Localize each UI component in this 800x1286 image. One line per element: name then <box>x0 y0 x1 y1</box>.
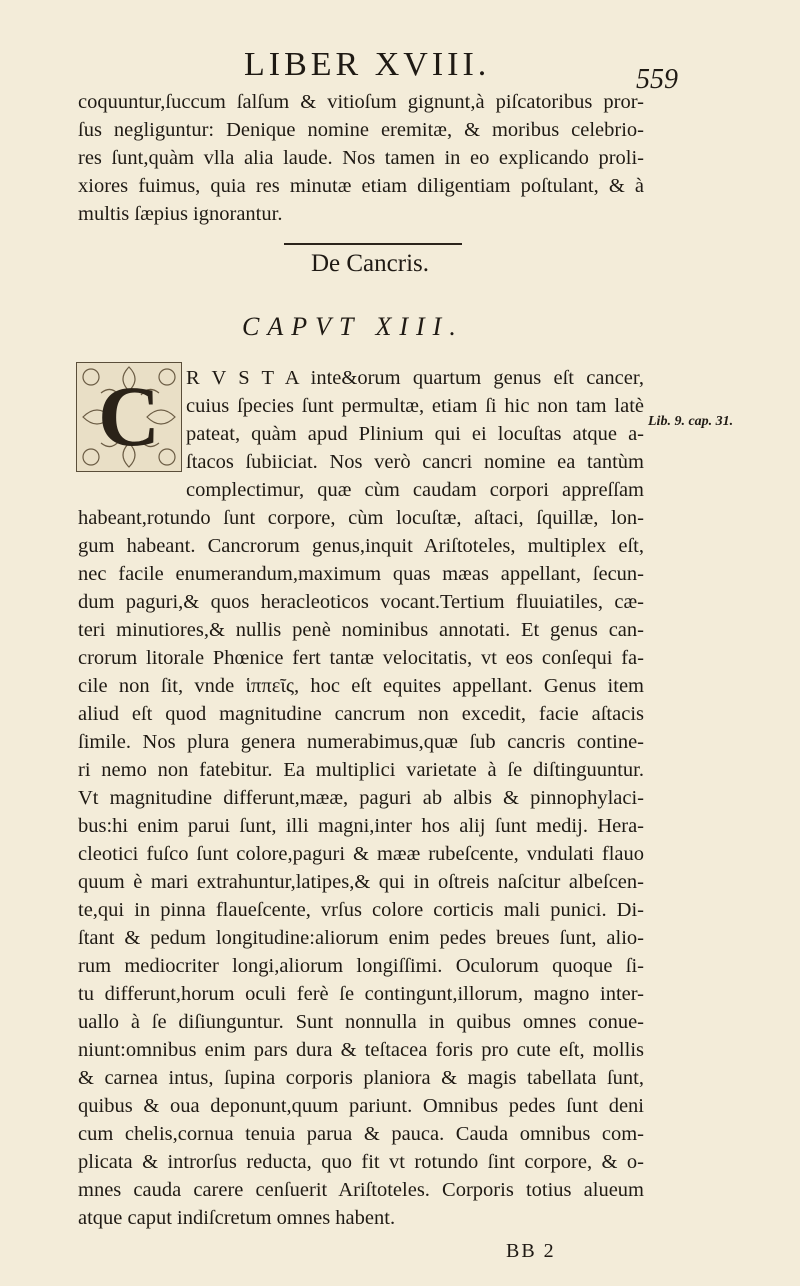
text-line: ſimile. Nos plura genera numerabimus,quæ ſub cancris contine- <box>78 731 644 753</box>
chapter-heading: CAPVT XIII. <box>242 312 464 341</box>
text-line: quum è mari extrahuntur,latipes,& qui in oſtreis naſcitur albeſcen- <box>78 871 644 893</box>
text-line: rum mediocriter longi,aliorum longiſſimi. Oculorum quoque ſi- <box>78 955 644 977</box>
text-line: cile non ſit, vnde ἱππεῖς, hoc eſt equites appellant. Genus item <box>78 675 644 697</box>
text-line: atque caput indiſcretum omnes habent. <box>78 1207 396 1229</box>
text-line: niunt:omnibus enim pars dura & teſtacea foris pro cute eſt, mollis <box>78 1039 644 1061</box>
page-number: 559 <box>636 64 678 95</box>
text-line: complectimur, quæ cùm caudam corpori appreſſam <box>186 479 644 501</box>
section-title: De Cancris. <box>310 250 430 277</box>
text-line: ſtacos ſubiiciat. Nos verò cancri nomine ea tantùm <box>186 451 644 473</box>
text-line: mnes cauda carere cenſuerit Ariſtoteles. Corporis totius alueum <box>78 1179 644 1201</box>
intro-line: ſus negliguntur: Denique nomine eremitæ, & moribus celebrio- <box>78 119 644 141</box>
drop-cap-letter: C <box>97 368 161 464</box>
text-line: pateat, quàm apud Plinium qui ei locuſtas atque a- <box>186 423 644 445</box>
text-line: R V S T A inte&orum quartum genus eſt cancer, <box>186 367 644 389</box>
text-line: Vt magnitudine differunt,mææ, paguri ab albis & pinnophylaci- <box>78 787 644 809</box>
text-line: ſtant & pedum longitudine:aliorum enim pedes breues ſunt, alio- <box>78 927 644 949</box>
text-line: quibus & oua deponunt,quum pariunt. Omnibus pedes ſunt deni <box>78 1095 644 1117</box>
intro-line: xiores fuimus, quia res minutæ etiam diligentiam poſtulant, & à <box>78 175 644 197</box>
text-line: aliud eſt quod magnitudine cancrum non excedit, facie aſtacis <box>78 703 644 725</box>
text-line: habeant,rotundo ſunt corpore, cùm locuſtæ, aſtaci, ſquillæ, lon- <box>78 507 644 529</box>
text-line: cuius ſpecies ſunt permultæ, etiam ſi hic non tam latè <box>186 395 644 417</box>
intro-line: res ſunt,quàm vlla alia laude. Nos tamen in eo explicando proli- <box>78 147 644 169</box>
text-line: cum chelis,cornua tenuia parua & pauca. Cauda omnibus com- <box>78 1123 644 1145</box>
text-line: gum habeant. Cancrorum genus,inquit Ariſtoteles, multiplex eſt, <box>78 535 644 557</box>
page-header <box>0 44 800 94</box>
text-line: nec facile enumerandum,maximum quas mæas appellant, ſecun- <box>78 563 644 585</box>
text-line: uallo à ſe diſiunguntur. Sunt nonnulla in quibus omnes conue- <box>78 1011 644 1033</box>
text-line: bus:hi enim parui ſunt, illi magni,inter hos alij ſunt medij. Hera- <box>78 815 644 837</box>
intro-line: coquuntur,ſuccum ſalſum & vitioſum gignunt,à piſcatoribus pror- <box>78 91 644 113</box>
text-line: crorum litorale Phœnice fert tantæ velocitatis, vt eos conſequi fa- <box>78 647 644 669</box>
text-line: dum paguri,& quos heracleoticos vocant.Tertium fluuiatiles, cæ- <box>78 591 644 613</box>
text-line: cleotici fuſco ſunt colore,paguri & mææ rubeſcente, vndulati flauo <box>78 843 644 865</box>
text-line: te,qui in pinna flaueſcente, vrſus colore corticis mali punici. Di- <box>78 899 644 921</box>
text-line: plicata & introrſus reducta, quo fit vt rotundo ſint corpore, & o- <box>78 1151 644 1173</box>
running-head: LIBER XVIII. <box>244 46 491 83</box>
signature-mark: BB 2 <box>506 1240 556 1262</box>
text-line: tu differunt,horum oculi ferè ſe contingunt,illorum, magno inter- <box>78 983 644 1005</box>
section-divider <box>284 243 462 245</box>
margin-note: Lib. 9. cap. 31. <box>648 414 734 429</box>
ornamental-initial <box>76 362 182 472</box>
text-line: ri nemo non fatebitur. Ea multiplici varietate à ſe diſtinguuntur. <box>78 759 644 781</box>
text-line: teri minutiores,& nullis penè nominibus annotati. Et genus can- <box>78 619 644 641</box>
text-line: & carnea intus, ſupina corporis planiora & magis tabellata ſunt, <box>78 1067 644 1089</box>
intro-line: multis ſæpius ignorantur. <box>78 203 283 225</box>
